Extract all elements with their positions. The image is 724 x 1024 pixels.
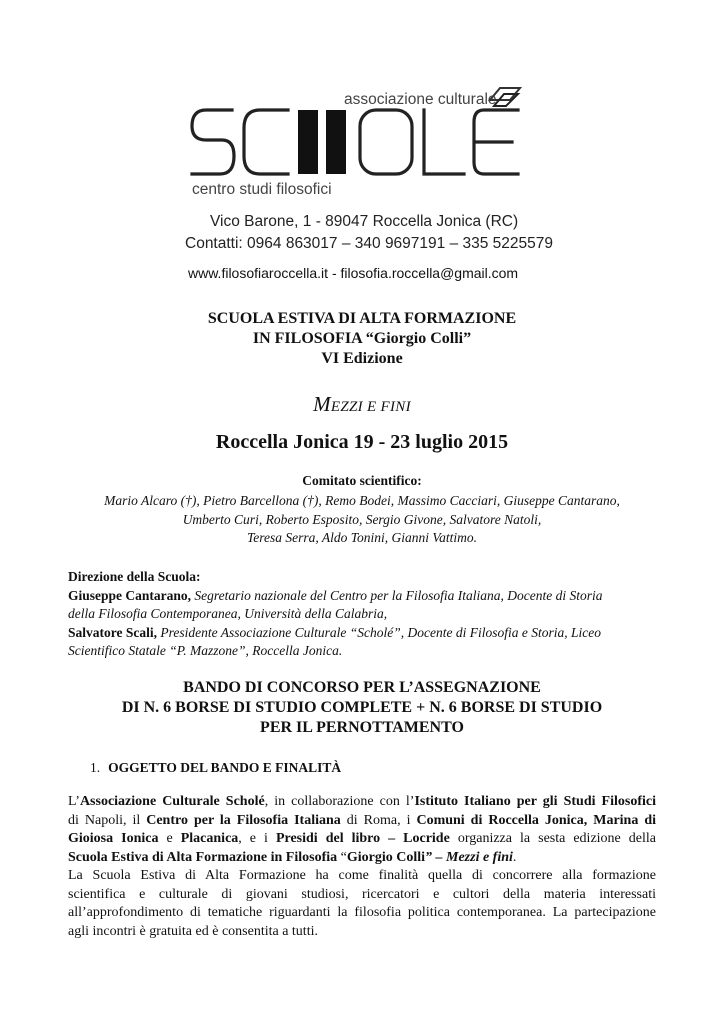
section-1-title: OGGETTO DEL BANDO E FINALITÀ: [108, 760, 342, 775]
theme-rest: EZZI E FINI: [330, 399, 411, 415]
para1-line-4: [68, 849, 656, 868]
bold-text: Scuola Estiva di Alta Formazione in Filosofia: [68, 849, 338, 865]
bold-text: Comuni di Roccella Jonica, Marina di: [416, 812, 656, 828]
title-line-2: IN FILOSOFIA “Giorgio Colli”: [252, 330, 472, 347]
text: e: [158, 831, 181, 846]
section-1-heading: [90, 760, 341, 776]
comitato-members: [0, 492, 724, 548]
para2-line-3: all’approfondimento di tematiche riguardanti la filosofia politica contemporanea. La partecipazione: [68, 905, 656, 920]
address: Vico Barone, 1 - 89047 Roccella Jonica (RC): [210, 213, 519, 230]
bold-text: Gioiosa Ionica: [68, 831, 159, 846]
website-email[interactable]: www.filosofiaroccella.it - filosofia.roccella@gmail.com: [188, 265, 519, 281]
para1-line-3: [68, 830, 656, 849]
theme-initial: M: [313, 392, 331, 416]
comitato-heading: Comitato scientifico:: [302, 473, 422, 488]
bold-text: Centro per la Filosofia Italiana: [146, 812, 341, 828]
title-line-1: SCUOLA ESTIVA DI ALTA FORMAZIONE: [207, 310, 517, 327]
direttore-2-role-a: Presidente Associazione Culturale “Scholé”, Docente di Filosofia e Storia, Liceo: [160, 624, 601, 640]
comitato-line-3: Teresa Serra, Aldo Tonini, Gianni Vattimo.: [246, 530, 478, 545]
logo-top-text: associazione culturale: [344, 91, 497, 108]
direttore-1-role-b: della Filosofia Contemporanea, Università della Calabria,: [68, 606, 388, 621]
bold-text: Associazione Culturale Scholé: [79, 794, 265, 809]
para2-line-2: scientifica e culturale di giovani studiosi, ricercatori e cultori della materia interessati: [68, 886, 656, 902]
title-line-3: VI Edizione: [321, 350, 403, 367]
para2-line-4: agli incontri è gratuita ed è consentita a tutti.: [68, 923, 318, 939]
bando-line-2: DI N. 6 BORSE DI STUDIO COMPLETE + N. 6 BORSE DI STUDIO: [121, 699, 603, 716]
text: .: [512, 849, 517, 865]
text: di Roma, i: [340, 812, 417, 828]
bold-italic-text: ” –: [425, 849, 447, 865]
school-title: [0, 309, 724, 369]
bando-line-3: PER IL PERNOTTAMENTO: [260, 719, 464, 736]
direttore-1-cont: [68, 605, 656, 624]
para1-line-1: [68, 793, 656, 812]
bold-text: Giorgio Colli: [346, 849, 426, 865]
text: , in collaborazione con l’: [264, 794, 415, 809]
text: “: [337, 849, 347, 865]
direzione-section: [68, 568, 656, 661]
text: di Napoli, il: [68, 812, 147, 828]
comitato-line-2: Umberto Curi, Roberto Esposito, Sergio Givone, Salvatore Natoli,: [182, 511, 542, 527]
bando-line-1: BANDO DI CONCORSO PER L’ASSEGNAZIONE: [183, 679, 541, 696]
text: L’: [68, 794, 80, 809]
contacts: Contatti: 0964 863017 – 340 9697191 – 335 5225579: [185, 235, 554, 252]
bold-text: Presidi del libro – Locride: [275, 831, 450, 846]
para2-line-1: La Scuola Estiva di Alta Formazione ha come finalità quella di concorrere alla formazione: [68, 868, 656, 883]
schole-logo-graphic: [188, 84, 528, 200]
direttore-2: [68, 624, 656, 643]
body-text: [68, 793, 656, 941]
bold-italic-text: Mezzi e fini: [446, 849, 513, 865]
theme-title: [0, 392, 724, 417]
para1-line-2: [68, 812, 656, 831]
event-dates: Roccella Jonica 19 - 23 luglio 2015: [215, 431, 509, 453]
logo-bottom-text: centro studi filosofici: [192, 181, 332, 198]
direttore-1: [68, 587, 656, 606]
bold-text: Placanica: [180, 831, 239, 846]
logo: [188, 84, 528, 200]
bando-title: [0, 678, 724, 738]
direttore-2-cont: [68, 642, 656, 661]
direttore-1-role-a: Segretario nazionale del Centro per la Filosofia Italiana, Docente di Storia: [194, 587, 603, 603]
section-1-number: 1.: [90, 760, 101, 775]
direzione-heading: Direzione della Scuola:: [68, 569, 201, 584]
text: organizza la sesta edizione della: [449, 831, 656, 846]
direttore-2-role-b: Scientifico Statale “P. Mazzone”, Roccella Jonica.: [68, 643, 343, 658]
direttore-2-name: Salvatore Scali,: [68, 624, 157, 640]
bold-text: Istituto Italiano per gli Studi Filosofici: [414, 794, 656, 809]
comitato-line-1: Mario Alcaro (†), Pietro Barcellona (†), Remo Bodei, Massimo Cacciari, Giuseppe Cantarano,: [104, 493, 620, 508]
text: , e i: [238, 831, 276, 846]
direttore-1-name: Giuseppe Cantarano,: [68, 587, 192, 603]
